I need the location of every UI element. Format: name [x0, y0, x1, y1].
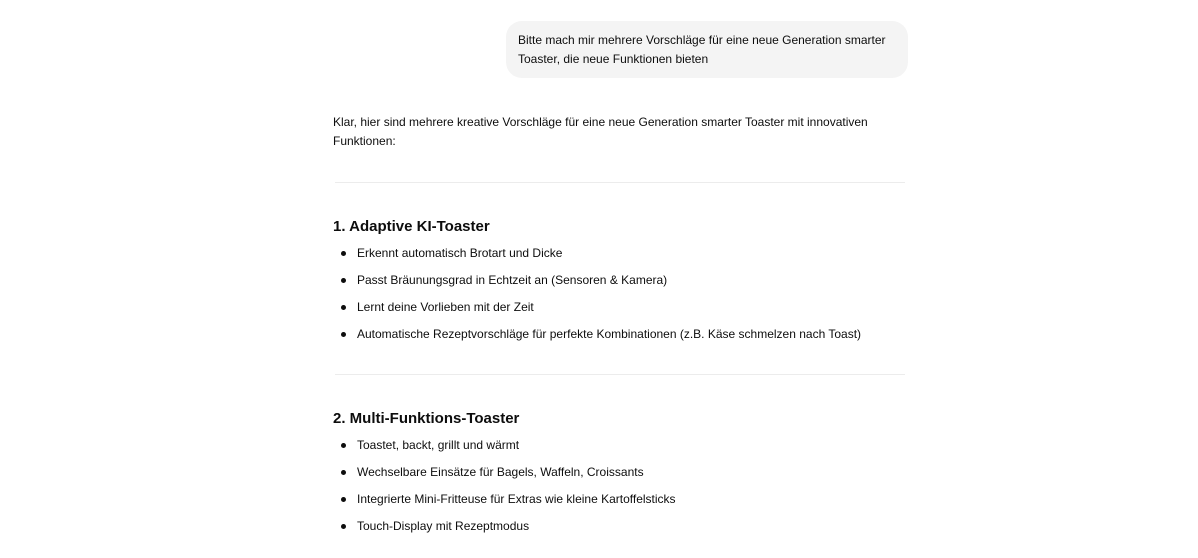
bullet-dot-icon	[341, 470, 346, 475]
conversation-thread	[333, 0, 908, 544]
list-item-text: Touch-Display mit Rezeptmodus	[357, 519, 530, 533]
user-message-row	[333, 0, 908, 78]
section-heading: 1. Adaptive KI-Toaster	[333, 218, 490, 235]
list-item	[333, 463, 908, 482]
bullet-dot-icon	[341, 251, 346, 256]
list-item-text: Integrierte Mini-Fritteuse für Extras wie kleine Kartoffelsticks	[357, 492, 676, 506]
list-item-text: Passt Bräunungsgrad in Echtzeit an (Sensoren & Kamera)	[357, 273, 668, 287]
bullet-list	[333, 436, 908, 536]
bullet-dot-icon	[341, 443, 346, 448]
bullet-dot-icon	[341, 524, 346, 529]
list-item	[333, 271, 908, 290]
list-item-text: Erkennt automatisch Brotart und Dicke	[357, 246, 563, 260]
assistant-message	[333, 113, 908, 536]
bullet-dot-icon	[341, 305, 346, 310]
user-message-bubble: Bitte mach mir mehrere Vorschläge für eine neue Generation smarter Toaster, die neue Funktionen bieten	[506, 21, 908, 78]
list-item	[333, 517, 908, 536]
list-item	[333, 298, 908, 317]
list-item-text: Automatische Rezeptvorschläge für perfekte Kombinationen (z.B. Käse schmelzen nach Toast)	[357, 327, 862, 341]
list-item-text: Toastet, backt, grillt und wärmt	[357, 438, 520, 452]
section-heading: 2. Multi-Funktions-Toaster	[333, 410, 520, 427]
list-item	[333, 490, 908, 509]
list-item	[333, 325, 908, 344]
assistant-intro-text: Klar, hier sind mehrere kreative Vorschläge für eine neue Generation smarter Toaster mit innovativen Funktionen:	[333, 115, 868, 148]
bullet-dot-icon	[341, 278, 346, 283]
list-item-text: Lernt deine Vorlieben mit der Zeit	[357, 300, 534, 314]
list-item-text: Wechselbare Einsätze für Bagels, Waffeln, Croissants	[357, 465, 644, 479]
bullet-dot-icon	[341, 332, 346, 337]
section-divider	[335, 182, 905, 183]
section-divider	[335, 374, 905, 375]
list-item	[333, 436, 908, 455]
bullet-list	[333, 244, 908, 344]
bullet-dot-icon	[341, 497, 346, 502]
list-item	[333, 244, 908, 263]
